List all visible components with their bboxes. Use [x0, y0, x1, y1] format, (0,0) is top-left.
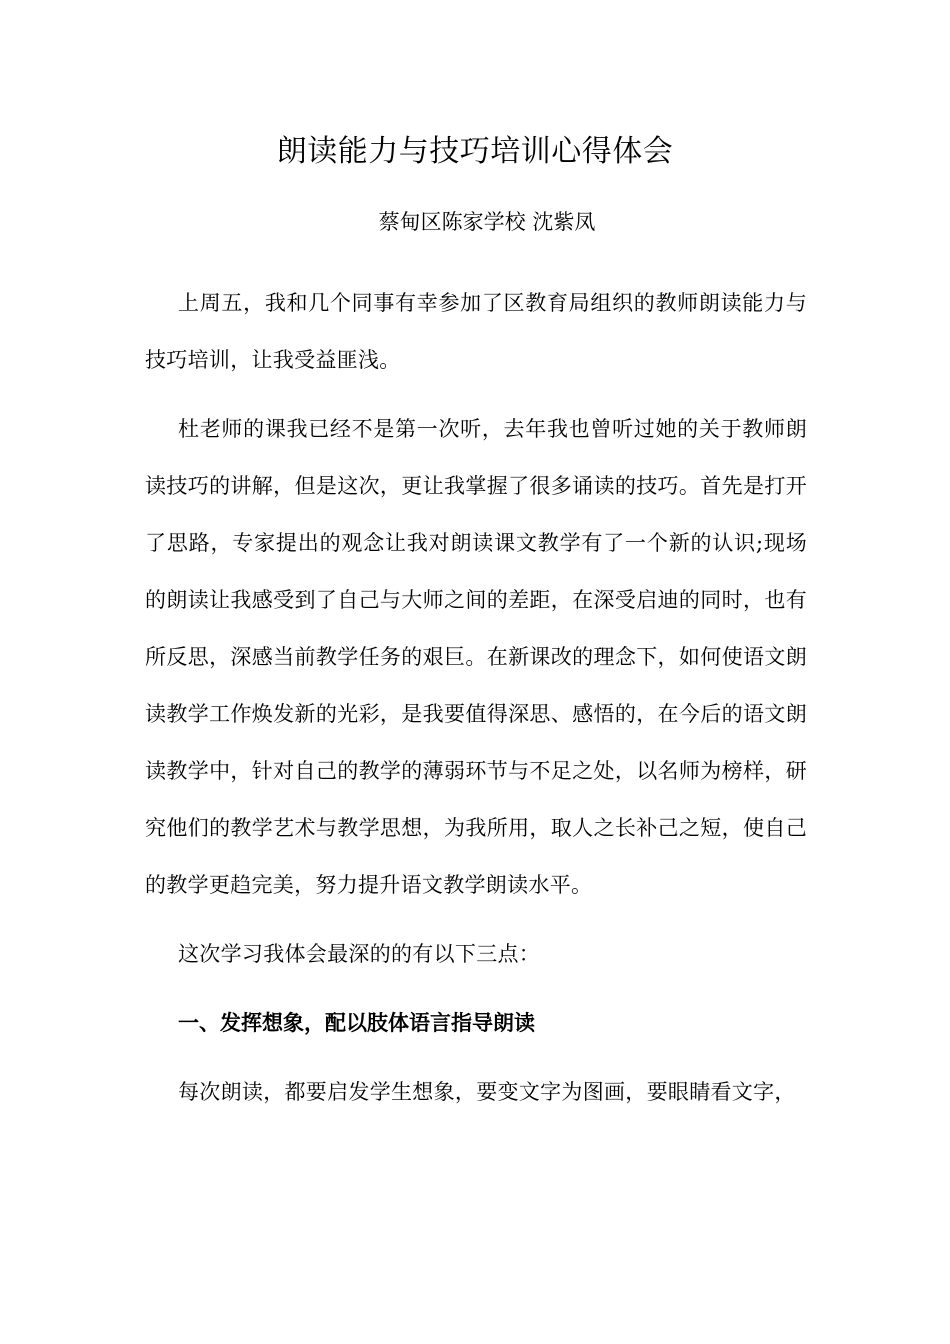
- document-author: 蔡甸区陈家学校 沈紫凤: [378, 210, 596, 234]
- paragraph-reflection: 杜老师的课我已经不是第一次听，去年我也曾听过她的关于教师朗读技巧的讲解，但是这次，更让我掌握了很多诵读的技巧。首先是打开了思路，专家提出的观念让我对朗读课文教学有了一个新的认识;现场的朗读让我感受到了自己与大师之间的差距，在深受启迪的同时，也有所反思，深感当前教学任务的艰巨。在新课改的理念下，如何使语文朗读教学工作焕发新的光彩，是我要值得深思、感悟的，在今后的语文朗读教学中，针对自己的教学的薄弱环节与不足之处，以名师为榜样，研究他们的教学艺术与教学思想，为我所用，取人之长补己之短，使自己的教学更趋完美，努力提升语文教学朗读水平。: [145, 417, 807, 897]
- paragraph-section-1: 每次朗读，都要启发学生想象，要变文字为图画，要眼睛看文字，: [178, 1080, 796, 1104]
- document-title: 朗读能力与技巧培训心得体会: [276, 134, 674, 169]
- paragraph-points-intro: 这次学习我体会最深的的有以下三点：: [178, 942, 541, 966]
- section-heading: 一、发挥想象，配以肢体语言指导朗读: [178, 1011, 535, 1035]
- document-body: [145, 275, 807, 1133]
- paragraph-intro: 上周五，我和几个同事有幸参加了区教育局组织的教师朗读能力与技巧培训，让我受益匪浅。: [145, 291, 807, 372]
